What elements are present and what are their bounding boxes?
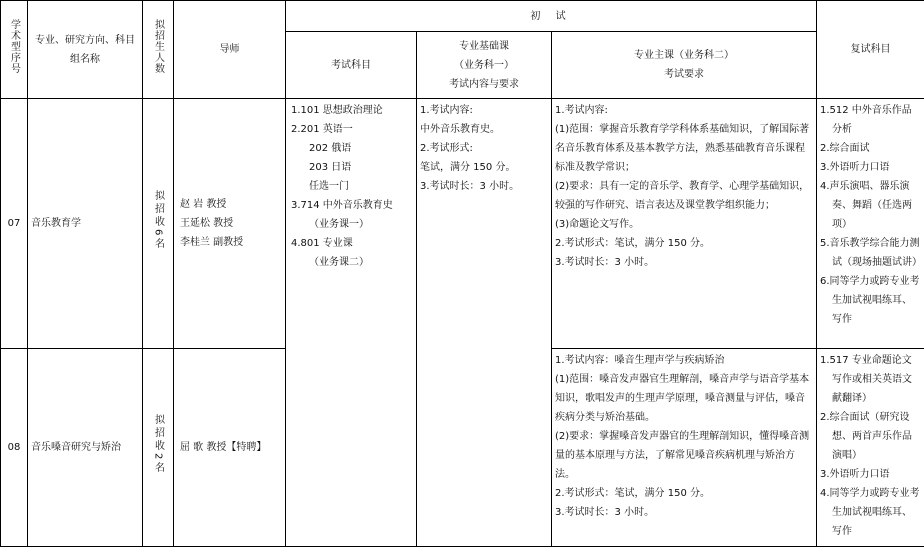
row-seq: 07 bbox=[1, 99, 28, 349]
main-item: 3.考试时长：3 小时。 bbox=[555, 257, 655, 268]
main-item: (1)范围：掌握音乐教育学学科体系基础知识，了解国际著名音乐教育体系及基本教学方法，熟悉基础教育音乐课程标准及教学常识； bbox=[555, 124, 810, 173]
row-retest bbox=[817, 349, 924, 547]
main-item: (3)命题论文写作。 bbox=[555, 219, 640, 230]
subject-item: 3.714 中外音乐教育史 bbox=[291, 200, 393, 211]
main-item: 2.考试形式：笔试，满分 150 分。 bbox=[555, 488, 710, 499]
subject-item: 1.101 思想政治理论 bbox=[291, 105, 383, 116]
subject-item: 2.201 英语一 bbox=[291, 124, 353, 135]
retest-item: 4.同等学力或跨专业考生加试视唱练耳、写作 bbox=[820, 488, 920, 537]
header-quota: 拟招生人数 bbox=[143, 1, 174, 99]
retest-item: 5.音乐教学综合能力测试（现场抽题试讲） bbox=[820, 238, 922, 268]
shared-basic-course bbox=[417, 99, 552, 547]
retest-item: 6.同等学力或跨专业考生加试视唱练耳、写作 bbox=[820, 276, 920, 325]
row-main-course bbox=[552, 349, 817, 547]
subject-item: 203 日语 bbox=[309, 162, 352, 173]
basic-item: 1.考试内容: bbox=[420, 105, 473, 116]
retest-item: 3.外语听力口语 bbox=[820, 469, 890, 480]
main-item: (2)要求：具有一定的音乐学、教育学、心理学基础知识，较强的写作研究、语言表达及课堂教学组织能力； bbox=[555, 181, 810, 211]
header-main-course: 专业主课（业务科二） 考试要求 bbox=[552, 32, 817, 99]
subject-item: （业务课二） bbox=[309, 257, 369, 268]
table-row bbox=[1, 99, 924, 349]
header-subjects: 考试科目 bbox=[286, 32, 417, 99]
advisor-name: 屈 歌 教授【特聘】 bbox=[180, 442, 267, 453]
retest-item: 2.综合面试（研究设想、两首声乐作品演唱） bbox=[820, 412, 912, 461]
row-major: 音乐嗓音研究与矫治 bbox=[28, 349, 143, 547]
row-quota: 拟招收2名 bbox=[143, 349, 174, 547]
main-item: (2)要求：掌握嗓音发声器官的生理解剖知识，懂得嗓音测量的基本原理与方法，了解常见嗓音疾病机理与矫治方法。 bbox=[555, 431, 810, 480]
row-advisors bbox=[174, 99, 286, 349]
retest-item: 1.517 专业命题论文写作或相关英语文献翻译） bbox=[820, 355, 912, 404]
header-retest: 复试科目 bbox=[817, 1, 924, 99]
header-basic-course: 专业基础课 （业务科一） 考试内容与要求 bbox=[417, 32, 552, 99]
retest-item: 2.综合面试 bbox=[820, 143, 870, 154]
subject-item: （业务课一） bbox=[309, 219, 369, 230]
main-item: 1.考试内容: bbox=[555, 105, 608, 116]
row-quota: 拟招收6名 bbox=[143, 99, 174, 349]
basic-item: 中外音乐教育史。 bbox=[420, 124, 500, 135]
header-major: 专业、研究方向、科目组名称 bbox=[28, 1, 143, 99]
main-item: 2.考试形式：笔试，满分 150 分。 bbox=[555, 238, 710, 249]
shared-subjects bbox=[286, 99, 417, 547]
retest-item: 4.声乐演唱、器乐演奏、舞蹈（任选两项） bbox=[820, 181, 912, 230]
subject-item: 202 俄语 bbox=[309, 143, 352, 154]
retest-item: 1.512 中外音乐作品分析 bbox=[820, 105, 912, 135]
advisor-name: 王延松 教授 bbox=[180, 218, 234, 229]
row-seq: 08 bbox=[1, 349, 28, 547]
subject-item: 4.801 专业课 bbox=[291, 238, 353, 249]
basic-item: 3.考试时长：3 小时。 bbox=[420, 181, 520, 192]
row-advisors bbox=[174, 349, 286, 547]
retest-item: 3.外语听力口语 bbox=[820, 162, 890, 173]
row-retest bbox=[817, 99, 924, 349]
header-seq: 学术型序号 bbox=[1, 1, 28, 99]
basic-item: 2.考试形式: bbox=[420, 143, 473, 154]
subject-item: 任选一门 bbox=[309, 181, 349, 192]
advisor-name: 李桂兰 副教授 bbox=[180, 237, 244, 248]
row-main-course bbox=[552, 99, 817, 349]
basic-item: 笔试，满分 150 分。 bbox=[420, 162, 516, 173]
main-item: 1.考试内容：嗓音生理声学与疾病矫治 bbox=[555, 355, 725, 366]
advisor-name: 赵 岩 教授 bbox=[180, 199, 227, 210]
header-initial: 初 试 bbox=[286, 1, 817, 32]
main-item: (1)范围：嗓音发声器官生理解剖，嗓音声学与语音学基本知识，歌唱发声的生理声学原理，嗓音测量与评估，嗓音疾病分类与矫治基础。 bbox=[555, 374, 810, 423]
row-major: 音乐教育学 bbox=[28, 99, 143, 349]
header-advisor: 导师 bbox=[174, 1, 286, 99]
main-item: 3.考试时长：3 小时。 bbox=[555, 507, 655, 518]
